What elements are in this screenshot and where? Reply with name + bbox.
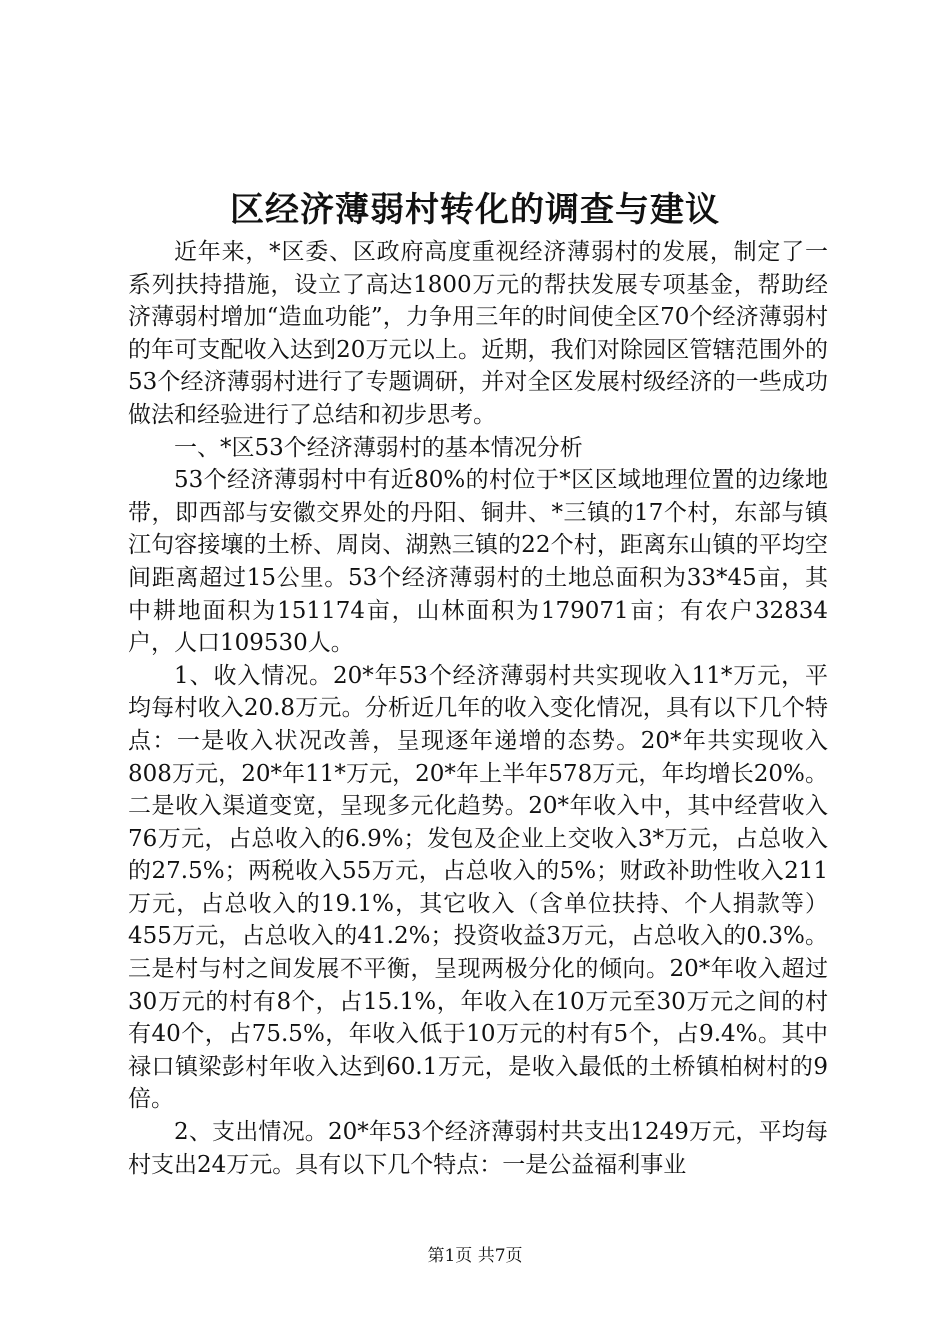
document-body xyxy=(128,236,828,1181)
paragraph-income: 1、收入情况。20*年53个经济薄弱村共实现收入11*万元，平均每村收入20.8万元。分析近几年的收入变化情况，具有以下几个特点：一是收入状况改善，呈现逐年递增的态势。20*年共实现收入808万元，20*年11*万元，20*年上半年578万元，年均增长20%。二是收入渠道变宽，呈现多元化趋势。20*年收入中，其中经营收入76万元，占总收入的6.9%；发包及企业上交收入3*万元，占总收入的27.5%；两税收入55万元，占总收入的5%；财政补助性收入211万元，占总收入的19.1%，其它收入（含单位扶持、个人捐款等）455万元，占总收入的41.2%；投资收益3万元，占总收入的0.3%。三是村与村之间发展不平衡，呈现两极分化的倾向。20*年收入超过30万元的村有8个，占15.1%，年收入在10万元至30万元之间的村有40个，占75.5%，年收入低于10万元的村有5个，占9.4%。其中禄口镇梁彭村年收入达到60.1万元，是收入最低的土桥镇柏树村的9倍。 xyxy=(128,662,828,1113)
paragraph-expenditure: 2、支出情况。20*年53个经济薄弱村共支出1249万元，平均每村支出24万元。具有以下几个特点：一是公益福利事业 xyxy=(128,1119,828,1178)
page-footer: 第1页 共7页 xyxy=(427,1246,523,1266)
document-title: 区经济薄弱村转化的调查与建议 xyxy=(230,190,720,230)
paragraph-basic-situation: 53个经济薄弱村中有近80%的村位于*区区域地理位置的边缘地带，即西部与安徽交界处的丹阳、铜井、*三镇的17个村，东部与镇江句容接壤的土桥、周岗、湖熟三镇的22个村，距离东山镇的平均空间距离超过15公里。53个经济薄弱村的土地总面积为33*45亩，其中耕地面积为151174亩，山林面积为179071亩；有农户32834户，人口109530人。 xyxy=(128,467,828,657)
section-heading-1: 一、*区53个经济薄弱村的基本情况分析 xyxy=(174,434,583,461)
paragraph-intro: 近年来，*区委、区政府高度重视经济薄弱村的发展，制定了一系列扶持措施，设立了高达1800万元的帮扶发展专项基金，帮助经济薄弱村增加“造血功能”，力争用三年的时间使全区70个经济薄弱村的年可支配收入达到20万元以上。近期，我们对除园区管辖范围外的53个经济薄弱村进行了专题调研，并对全区发展村级经济的一些成功做法和经验进行了总结和初步思考。 xyxy=(128,239,828,428)
